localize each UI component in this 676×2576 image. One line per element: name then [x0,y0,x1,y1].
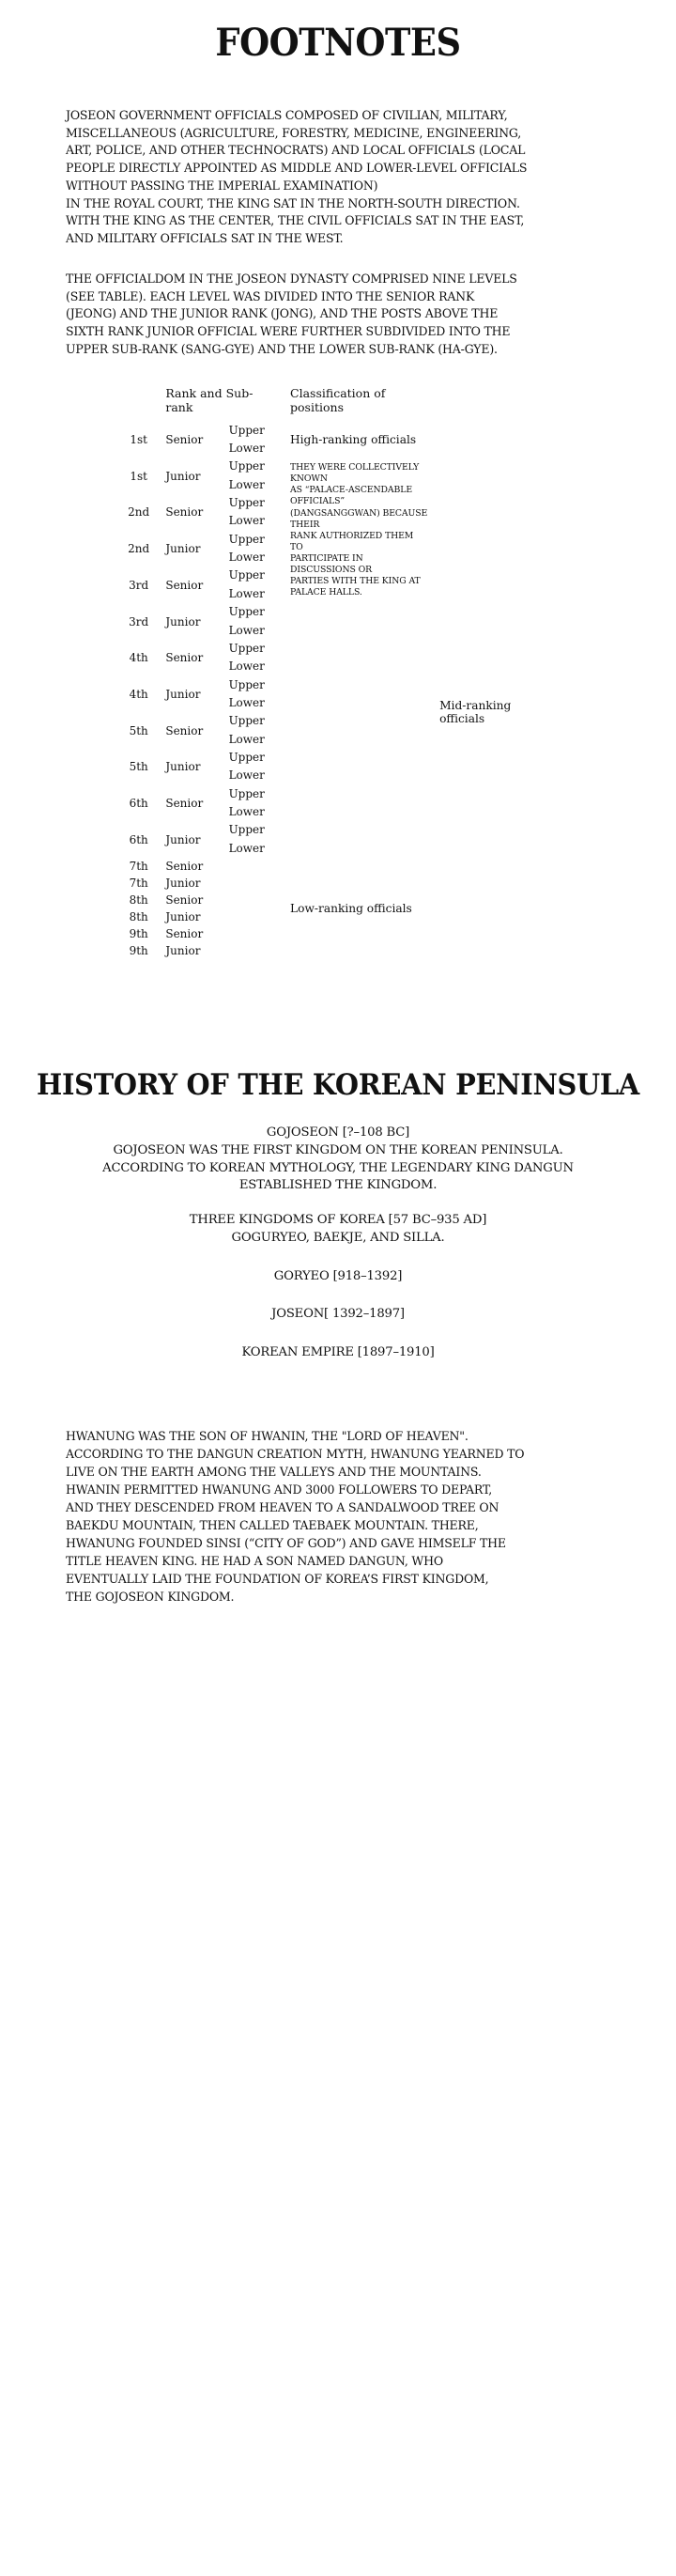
cell-sub-lower: Lower [228,805,265,819]
entry-line-1: ACCORDING TO KOREAN MYTHOLOGY, THE LEGENDARY KING DANGUN [102,1160,574,1175]
cell-rank: 5th [129,760,148,774]
cell-sub-lower: Lower [228,514,265,528]
cell-sub-upper: Upper [228,714,265,728]
myth-line-0: HWANUNG WAS THE SON OF HWANIN, THE "LORD OF HEAVEN". [66,1429,469,1444]
table-row [117,422,559,440]
cell-rank: 9th [129,927,148,941]
cell-grade: Senior [165,797,204,811]
table-row [117,458,559,475]
intro-paragraph-1 [38,108,638,249]
history-entry-joseon [0,1306,676,1324]
cell-rank: 7th [129,860,148,874]
intro2-line-2: (JEONG) AND THE JUNIOR RANK (JONG), AND THE POSTS ABOVE THE [66,307,499,322]
cell-grade: Junior [165,877,201,891]
cell-grade: Junior [165,944,201,958]
myth-line-7: TITLE HEAVEN KING. HE HAD A SON NAMED DANGUN, WHO [66,1554,443,1569]
history-entry-korean-empire [0,1344,676,1362]
entry-heading: GORYEO [918–1392] [273,1268,403,1283]
history-title: HISTORY OF THE KOREAN PENINSULA [36,1068,640,1103]
cell-grade: Senior [165,927,204,941]
cell-grade: Junior [165,614,201,628]
cell-grade: Junior [165,760,201,774]
cell-grade: Senior [165,578,204,592]
cell-grade: Senior [165,651,204,665]
cell-sub-upper: Upper [228,823,265,837]
history-entry-three-kingdoms [0,1212,676,1247]
cell-grade: Junior [165,542,201,556]
cell-sub-lower: Lower [228,841,265,855]
cell-sub-lower: Lower [228,660,265,674]
myth-line-4: AND THEY DESCENDED FROM HEAVEN TO A SANDALWOOD TREE ON [66,1500,499,1515]
intro1-line-7: AND MILITARY OFFICIALS SAT IN THE WEST. [66,232,344,247]
header-rank-subrank: Rank and Sub-rank [165,385,254,414]
cell-sub-upper: Upper [228,459,265,473]
note-line-1: AS “PALACE-ASCENDABLE OFFICIALS” [290,485,413,507]
page-title: FOOTNOTES [215,21,461,65]
cell-rank: 3rd [129,578,149,592]
cell-grade: Senior [165,432,204,446]
rank-table-wrapper [0,382,676,960]
intro1-line-3: PEOPLE DIRECTLY APPOINTED AS MIDDLE AND LOWER-LEVEL OFFICIALS [66,162,528,177]
cell-rank: 3rd [129,614,149,628]
cell-classification-low: Low-ranking officials [290,902,412,916]
note-line-4: PARTICIPATE IN DISCUSSIONS OR [290,552,373,575]
intro1-line-0: JOSEON GOVERNMENT OFFICIALS COMPOSED OF CIVILIAN, MILITARY, [66,109,508,123]
myth-paragraph [38,1428,638,1606]
cell-classification-note [284,458,434,603]
cell-rank: 6th [129,797,148,811]
myth-line-9: THE GOJOSEON KINGDOM. [66,1590,235,1605]
myth-line-5: BAEKDU MOUNTAIN, THEN CALLED TAEBAEK MOUNTAIN. THERE, [66,1518,479,1533]
note-line-6: PALACE HALLS. [290,587,362,598]
cell-grade: Senior [165,893,204,908]
cell-rank: 8th [129,893,148,908]
cell-sub-upper: Upper [228,751,265,765]
entry-heading: JOSEON[ 1392–1897] [271,1307,405,1322]
history-entry-goryeo [0,1268,676,1286]
cell-classification-high: High-ranking officials [290,432,417,446]
cell-sub-lower: Lower [228,477,265,491]
intro1-line-1: MISCELLANEOUS (AGRICULTURE, FORESTRY, MEDICINE, ENGINEERING, [66,126,522,141]
intro1-line-2: ART, POLICE, AND OTHER TECHNOCRATS) AND LOCAL OFFICIALS (LOCAL [66,144,526,159]
header-classification: Classification of positions [290,385,386,414]
cell-grade: Junior [165,832,201,846]
cell-rank: 6th [129,832,148,846]
cell-rank: 7th [129,877,148,891]
note-line-2: (DANGSANGGWAN) BECAUSE THEIR [290,507,428,530]
intro2-line-1: (SEE TABLE). EACH LEVEL WAS DIVIDED INTO THE SENIOR RANK [66,289,475,304]
history-entry-gojoseon [0,1125,676,1195]
cell-sub-lower: Lower [228,623,265,637]
note-line-5: PARTIES WITH THE KING AT [290,576,421,587]
intro-paragraph-2 [38,272,638,360]
intro2-line-0: THE OFFICIALDOM IN THE JOSEON DYNASTY COMPRISED NINE LEVELS [66,272,517,287]
cell-sub-upper: Upper [228,605,265,619]
cell-sub-lower: Lower [228,768,265,783]
intro2-line-4: UPPER SUB-RANK (SANG-GYE) AND THE LOWER SUB-RANK (HA-GYE). [66,342,498,357]
cell-rank: 2nd [128,505,150,520]
cell-sub-upper: Upper [228,568,265,582]
cell-rank: 4th [129,651,148,665]
cell-grade: Senior [165,860,204,874]
entry-line-0: GOJOSEON WAS THE FIRST KINGDOM ON THE KOREAN PENINSULA. [113,1142,563,1157]
intro2-line-3: SIXTH RANK JUNIOR OFFICIAL WERE FURTHER SUBDIVIDED INTO THE [66,325,511,340]
intro1-line-4: WITHOUT PASSING THE IMPERIAL EXAMINATION) [66,178,378,194]
cell-sub-upper: Upper [228,495,265,509]
cell-sub-upper: Upper [228,786,265,800]
note-line-0: THEY WERE COLLECTIVELY KNOWN [290,462,420,485]
cell-rank: 9th [129,944,148,958]
cell-sub-lower: Lower [228,441,265,455]
cell-rank: 4th [129,687,148,701]
cell-grade: Senior [165,505,204,520]
myth-line-3: HWANIN PERMITTED HWANUNG AND 3000 FOLLOWERS TO DEPART, [66,1482,493,1497]
cell-classification-mid: Mid-ranking officials [439,699,512,726]
history-entries [0,1125,676,1362]
entry-heading: THREE KINGDOMS OF KOREA [57 BC–935 AD] [189,1213,487,1228]
cell-sub-lower: Lower [228,586,265,600]
cell-rank: 8th [129,910,148,924]
cell-sub-upper: Upper [228,532,265,546]
table-header-row [117,382,559,422]
cell-rank: 2nd [128,542,150,556]
intro1-line-5: IN THE ROYAL COURT, THE KING SAT IN THE NORTH-SOUTH DIRECTION. [66,196,520,211]
cell-sub-upper: Upper [228,641,265,655]
rank-table [117,382,559,960]
cell-rank: 5th [129,723,148,737]
entry-heading: KOREAN EMPIRE [1897–1910] [241,1345,435,1360]
intro1-line-6: WITH THE KING AS THE CENTER, THE CIVIL OFFICIALS SAT IN THE EAST, [66,214,525,229]
cell-grade: Junior [165,910,201,924]
cell-grade: Junior [165,469,201,483]
entry-line-2: ESTABLISHED THE KINGDOM. [238,1178,438,1193]
cell-sub-lower: Lower [228,732,265,746]
cell-grade: Junior [165,687,201,701]
entry-line-0: GOGURYEO, BAEKJE, AND SILLA. [231,1230,445,1245]
note-line-3: RANK AUTHORIZED THEM TO [290,530,414,552]
myth-line-6: HWANUNG FOUNDED SINSI (“CITY OF GOD”) AND GAVE HIMSELF THE [66,1536,506,1551]
cell-sub-upper: Upper [228,423,265,437]
cell-grade: Senior [165,723,204,737]
cell-rank: 1st [130,432,147,446]
table-row [117,858,559,875]
cell-sub-lower: Lower [228,695,265,709]
cell-sub-lower: Lower [228,551,265,565]
myth-line-1: ACCORDING TO THE DANGUN CREATION MYTH, HWANUNG YEARNED TO [66,1447,525,1462]
header-spacer [117,382,160,422]
entry-heading: GOJOSEON [?–108 BC] [266,1125,410,1141]
cell-sub-upper: Upper [228,677,265,691]
myth-line-8: EVENTUALLY LAID THE FOUNDATION OF KOREA’S FIRST KINGDOM, [66,1572,489,1587]
cell-rank: 1st [130,469,147,483]
myth-line-2: LIVE ON THE EARTH AMONG THE VALLEYS AND THE MOUNTAINS. [66,1465,482,1480]
